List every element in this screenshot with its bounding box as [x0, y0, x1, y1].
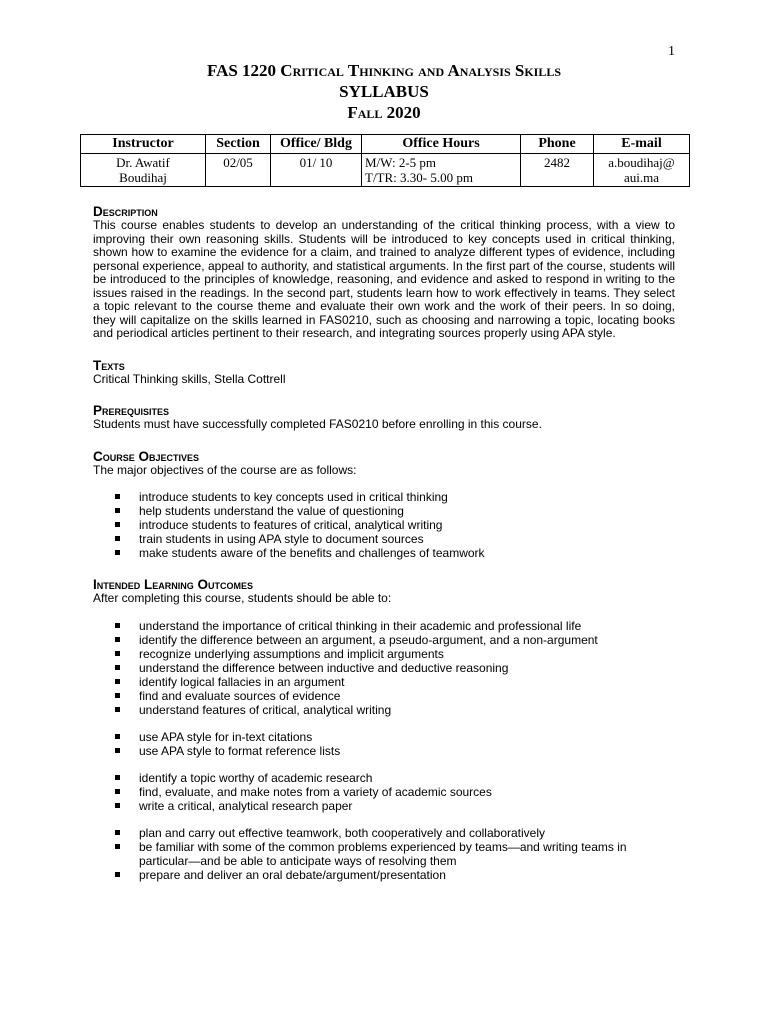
- header-hours: Office Hours: [362, 135, 521, 154]
- syllabus-body: [93, 204, 675, 882]
- course-title: FAS 1220 Critical Thinking and Analysis Skills: [206, 61, 562, 80]
- hours-line1: M/W: 2-5 pm: [365, 155, 437, 170]
- list-item: identify a topic worthy of academic research: [115, 771, 675, 785]
- header-instructor: Instructor: [81, 135, 206, 154]
- prerequisites-section: [93, 403, 675, 432]
- list-item: identify the difference between an argument, a pseudo-argument, and a non-argument: [115, 633, 675, 647]
- header-office: Office/ Bldg: [271, 135, 362, 154]
- term-title: Fall 2020: [347, 103, 421, 122]
- list-item: find and evaluate sources of evidence: [115, 689, 675, 703]
- prerequisites-heading: Prerequisites: [93, 403, 170, 418]
- description-section: [93, 204, 675, 341]
- document-title: [0, 60, 768, 123]
- list-item: introduce students to features of critical, analytical writing: [115, 518, 675, 532]
- email-line2: aui.ma: [623, 170, 659, 185]
- objectives-section: [93, 449, 675, 561]
- list-item: find, evaluate, and make notes from a variety of academic sources: [115, 785, 675, 799]
- outcomes-heading: Intended Learning Outcomes: [93, 577, 254, 592]
- cell-instructor: [81, 154, 206, 187]
- email-line1: a.boudihaj@: [608, 155, 675, 170]
- texts-section: [93, 358, 675, 387]
- table-row: [81, 154, 690, 187]
- list-item: use APA style to format reference lists: [115, 744, 675, 758]
- cell-office: 01/ 10: [271, 154, 362, 187]
- header-section: Section: [206, 135, 271, 154]
- list-item: understand features of critical, analytical writing: [115, 703, 675, 717]
- header-phone: Phone: [521, 135, 594, 154]
- description-text: This course enables students to develop an understanding of the critical thinking process, with a view to improving their own reasoning skills. Students will be introduced to key concepts used in critical thinking, shown how to examine the evidence for a claim, and trained to analyze different types of evidence, including personal experience, appeal to authority, and statistical arguments. In the first part of the course, students will be introduced to the principles of knowledge, reasoning, and evidence and asked to respond in writing to the issues raised in the readings. In the second part, students learn how to work effectively in teams. They select a topic relevant to the course theme and evaluate their own work and the work of their peers. In so doing, they will capitalize on the skills learned in FAS0210, such as choosing and narrowing a topic, locating books and periodical articles pertinent to their research, and integrating sources properly using APA style.: [93, 218, 675, 340]
- syllabus-title: SYLLABUS: [339, 82, 429, 101]
- list-item: train students in using APA style to document sources: [115, 532, 675, 546]
- outcomes-intro: After completing this course, students should be able to:: [93, 591, 392, 605]
- outcomes-list-apa: [93, 730, 675, 758]
- list-item: prepare and deliver an oral debate/argument/presentation: [115, 868, 675, 882]
- list-item: understand the importance of critical thinking in their academic and professional life: [115, 619, 675, 633]
- list-item: plan and carry out effective teamwork, both cooperatively and collaboratively: [115, 826, 675, 840]
- list-item: understand the difference between inductive and deductive reasoning: [115, 661, 675, 675]
- hours-line2: T/TR: 3.30- 5.00 pm: [365, 170, 473, 185]
- objectives-heading: Course Objectives: [93, 448, 200, 464]
- list-item: be familiar with some of the common problems experienced by teams—and writing teams in particular—and be able to anticipate ways of resolving them: [115, 840, 675, 868]
- outcomes-section: [93, 577, 675, 882]
- description-heading: Description: [93, 204, 158, 219]
- table-header-row: [81, 135, 690, 154]
- instructor-name-line1: Dr. Awatif: [116, 155, 170, 170]
- list-item: use APA style for in-text citations: [115, 730, 675, 744]
- prerequisites-text: Students must have successfully completed FAS0210 before enrolling in this course.: [93, 417, 542, 431]
- texts-heading: Texts: [93, 357, 125, 373]
- instructor-info-table: [80, 134, 690, 187]
- cell-hours: [362, 154, 521, 187]
- outcomes-list-teamwork: [93, 826, 675, 882]
- page-number: 1: [668, 44, 675, 59]
- list-item: identify logical fallacies in an argument: [115, 675, 675, 689]
- cell-phone: 2482: [521, 154, 594, 187]
- list-item: write a critical, analytical research paper: [115, 799, 675, 813]
- instructor-name-line2: Boudihaj: [119, 170, 167, 185]
- cell-email: [594, 154, 690, 187]
- outcomes-list-research: [93, 771, 675, 813]
- outcomes-list-reasoning: [93, 619, 675, 717]
- objectives-intro: The major objectives of the course are as follows:: [93, 462, 357, 477]
- objectives-list: [93, 490, 675, 560]
- header-email: E-mail: [594, 135, 690, 154]
- texts-text: Critical Thinking skills, Stella Cottrell: [93, 371, 286, 386]
- list-item: introduce students to key concepts used in critical thinking: [115, 490, 675, 504]
- list-item: recognize underlying assumptions and implicit arguments: [115, 647, 675, 661]
- list-item: make students aware of the benefits and challenges of teamwork: [115, 546, 675, 560]
- cell-section: 02/05: [206, 154, 271, 187]
- list-item: help students understand the value of questioning: [115, 504, 675, 518]
